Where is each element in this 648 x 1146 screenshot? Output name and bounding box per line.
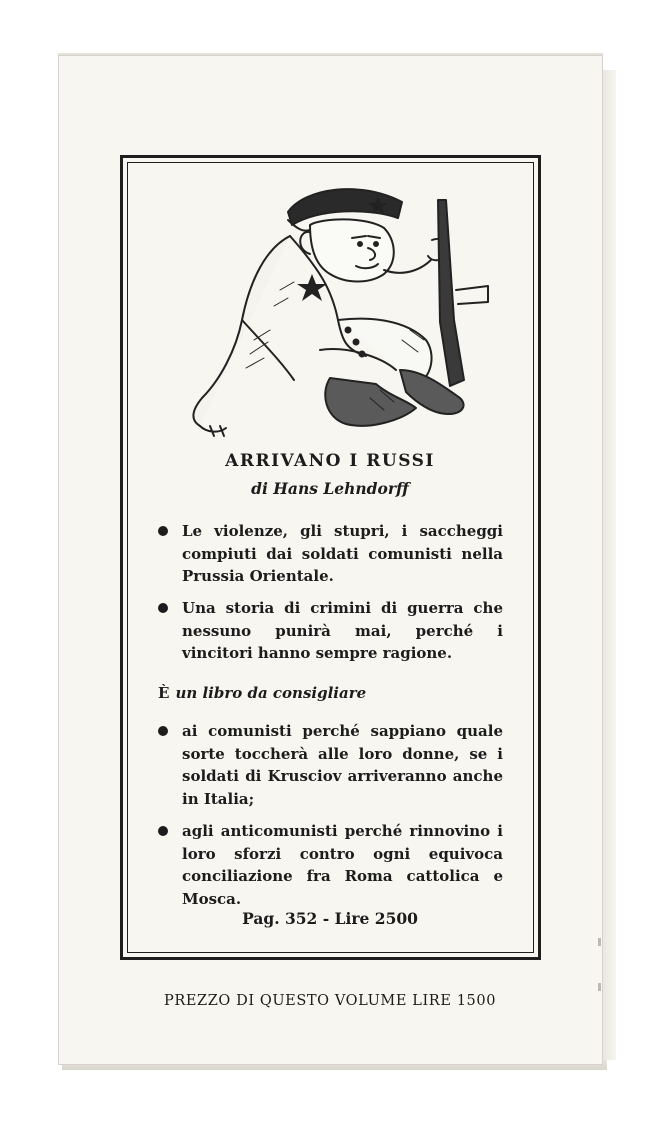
pages-price: Pag. 352 - Lire 2500: [242, 909, 418, 928]
bullet-text: agli anticomunisti perché rinnovino i loro sforzi contro ogni equivoca conciliazione fra Roma cattolica e Mosca.: [182, 822, 503, 908]
soldier-illustration: [170, 170, 500, 442]
bullet-text: ai comunisti perché sappiano quale sorte toccherà alle loro donne, se i soldati di Krusciov arriveranno anche in Italia;: [182, 722, 503, 808]
book-title: ARRIVANO I RUSSI: [225, 451, 435, 471]
intro-rest: un libro da consigliare: [175, 684, 367, 702]
page-edge-mark: [598, 938, 601, 946]
bullet-icon: [158, 726, 168, 736]
intro-lead: È: [158, 684, 170, 702]
bullet-item: [158, 520, 503, 588]
page-edge-mark: [598, 983, 601, 991]
bullet-item: [158, 597, 503, 665]
bullet-icon: [158, 526, 168, 536]
bullet-item: [158, 820, 503, 910]
bullet-item: [158, 720, 503, 810]
bullet-icon: [158, 603, 168, 613]
book-author: di Hans Lehndorff: [251, 479, 409, 498]
bullet-text: Le violenze, gli stupri, i saccheggi compiuti dai soldati comunisti nella Prussia Orientale.: [182, 522, 503, 585]
volume-price: PREZZO DI QUESTO VOLUME LIRE 1500: [163, 993, 497, 1009]
recommendation-intro: [158, 684, 366, 702]
bullet-text: Una storia di crimini di guerra che nessuno punirà mai, perché i vincitori hanno sempre ragione.: [182, 599, 503, 662]
bullet-icon: [158, 826, 168, 836]
